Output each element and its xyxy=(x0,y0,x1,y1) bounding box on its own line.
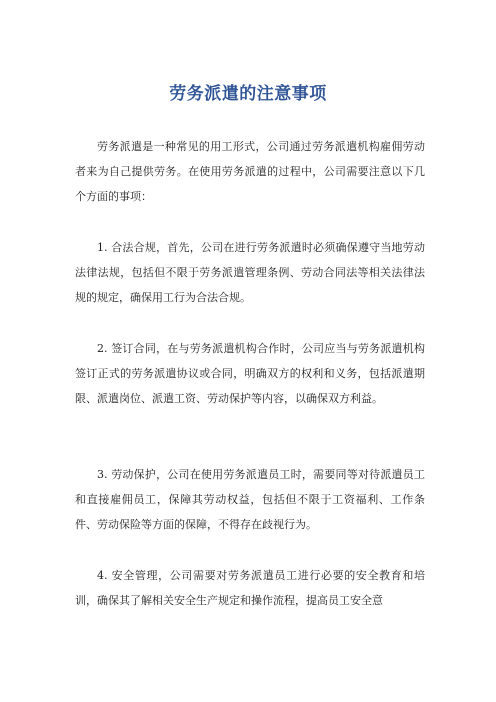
paragraph-item-4: 4. 安全管理，公司需要对劳务派遣员工进行必要的安全教育和培训，确保其了解相关安全生产规定和操作流程，提高员工安全意 xyxy=(75,569,425,607)
paragraph-item-1: 1. 合法合规，首先，公司在进行劳务派遣时必须确保遵守当地劳动法律法规，包括但不限于劳务派遣管理条例、劳动合同法等相关法律法规的规定，确保用工行为合法合规。 xyxy=(75,241,425,304)
paragraph-intro: 劳务派遣是一种常见的用工形式，公司通过劳务派遣机构雇佣劳动者来为自己提供劳务。在使用劳务派遣的过程中，公司需要注意以下几个方面的事项： xyxy=(75,140,425,203)
paragraph-item-2: 2. 签订合同，在与劳务派遣机构合作时，公司应当与劳务派遣机构签订正式的劳务派遣协议或合同，明确双方的权利和义务，包括派遣期限、派遣岗位、派遣工资、劳动保护等内容，以确保双方利益。 xyxy=(75,342,425,405)
paragraph-item-3: 3. 劳动保护，公司在使用劳务派遣员工时，需要同等对待派遣员工和直接雇佣员工，保障其劳动权益，包括但不限于工资福利、工作条件、劳动保险等方面的保障，不得存在歧视行为。 xyxy=(75,468,425,531)
document-title: 劳务派遣的注意事项 xyxy=(169,84,327,104)
